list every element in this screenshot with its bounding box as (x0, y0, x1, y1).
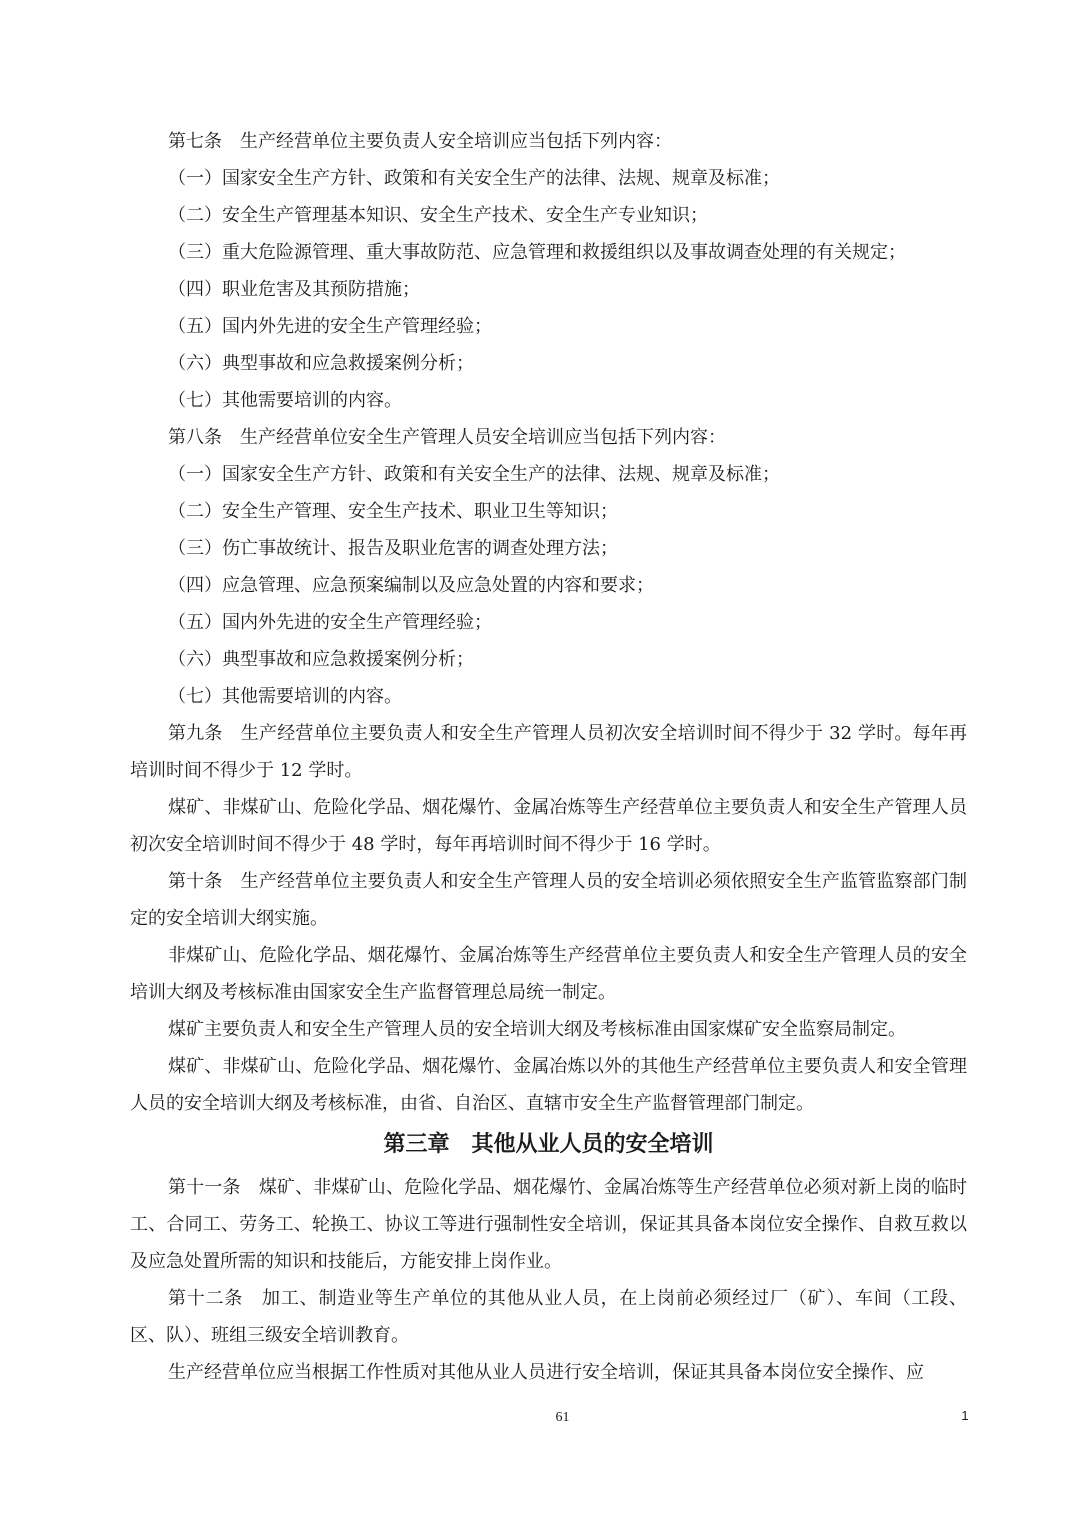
article-7-item-3: （三）重大危险源管理、重大事故防范、应急管理和救援组织以及事故调查处理的有关规定； (168, 242, 906, 263)
article-8-item-7: （七）其他需要培训的内容。 (168, 686, 402, 707)
page-number: 61 (555, 1410, 570, 1425)
article-12-paragraph-2: 生产经营单位应当根据工作性质对其他从业人员进行安全培训，保证其具备本岗位安全操作、应 (168, 1362, 924, 1383)
article-8-item-4: （四）应急管理、应急预案编制以及应急处置的内容和要求； (168, 575, 654, 596)
article-7-item-2: （二）安全生产管理基本知识、安全生产技术、安全生产专业知识； (168, 205, 708, 226)
article-12: 第十二条 加工、制造业等生产单位的其他从业人员，在上岗前必须经过厂（矿）、车间（工段、区、队）、班组三级安全培训教育。 (130, 1288, 967, 1346)
article-10: 第十条 生产经营单位主要负责人和安全生产管理人员的安全培训必须依照安全生产监管监察部门制定的安全培训大纲实施。 (130, 871, 967, 929)
article-10-paragraph-2: 非煤矿山、危险化学品、烟花爆竹、金属冶炼等生产经营单位主要负责人和安全生产管理人员的安全培训大纲及考核标准由国家安全生产监督管理总局统一制定。 (130, 945, 967, 1003)
article-8-item-2: （二）安全生产管理、安全生产技术、职业卫生等知识； (168, 501, 618, 522)
article-7-heading: 第七条 生产经营单位主要负责人安全培训应当包括下列内容： (168, 131, 672, 152)
document-body (130, 123, 967, 1391)
chapter-title: 第三章 其他从业人员的安全培训 (383, 1132, 714, 1157)
sheet-number: 1 (961, 1408, 969, 1423)
article-7-item-5: （五）国内外先进的安全生产管理经验； (168, 316, 492, 337)
article-9: 第九条 生产经营单位主要负责人和安全生产管理人员初次安全培训时间不得少于 32 学时。每年再培训时间不得少于 12 学时。 (130, 723, 967, 781)
article-7-item-6: （六）典型事故和应急救援案例分析； (168, 353, 474, 374)
article-11: 第十一条 煤矿、非煤矿山、危险化学品、烟花爆竹、金属冶炼等生产经营单位必须对新上岗的临时工、合同工、劳务工、轮换工、协议工等进行强制性安全培训，保证其具备本岗位安全操作、自救互救以及应急处置所需的知识和技能后，方能安排上岗作业。 (130, 1177, 967, 1272)
article-7-item-1: （一）国家安全生产方针、政策和有关安全生产的法律、法规、规章及标准； (168, 168, 780, 189)
article-8-item-3: （三）伤亡事故统计、报告及职业危害的调查处理方法； (168, 538, 618, 559)
article-8-item-1: （一）国家安全生产方针、政策和有关安全生产的法律、法规、规章及标准； (168, 464, 780, 485)
article-8-item-6: （六）典型事故和应急救援案例分析； (168, 649, 474, 670)
article-7-item-4: （四）职业危害及其预防措施； (168, 279, 420, 300)
article-10-paragraph-4: 煤矿、非煤矿山、危险化学品、烟花爆竹、金属冶炼以外的其他生产经营单位主要负责人和安全管理人员的安全培训大纲及考核标准，由省、自治区、直辖市安全生产监督管理部门制定。 (130, 1056, 967, 1114)
article-8-heading: 第八条 生产经营单位安全生产管理人员安全培训应当包括下列内容： (168, 427, 726, 448)
article-10-paragraph-3: 煤矿主要负责人和安全生产管理人员的安全培训大纲及考核标准由国家煤矿安全监察局制定。 (168, 1019, 906, 1040)
article-7-item-7: （七）其他需要培训的内容。 (168, 390, 402, 411)
article-9-paragraph-2: 煤矿、非煤矿山、危险化学品、烟花爆竹、金属冶炼等生产经营单位主要负责人和安全生产管理人员初次安全培训时间不得少于 48 学时，每年再培训时间不得少于 16 学时。 (130, 797, 967, 855)
article-8-item-5: （五）国内外先进的安全生产管理经验； (168, 612, 492, 633)
